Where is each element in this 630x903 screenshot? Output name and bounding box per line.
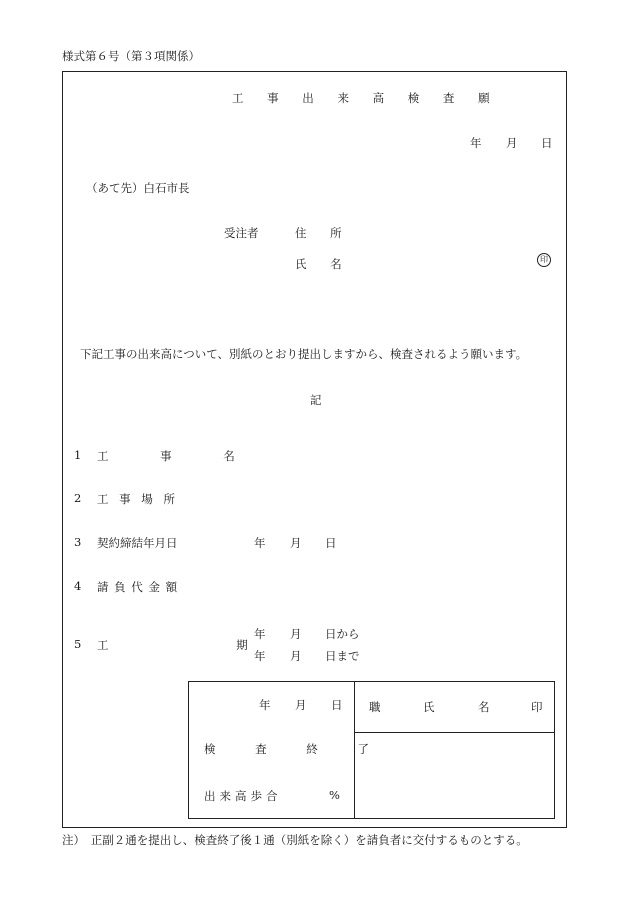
form-title: 工 事 出 来 高 検 査 願 xyxy=(232,91,500,105)
item-4-number: 4 xyxy=(74,579,82,593)
item-3-number: 3 xyxy=(74,535,82,549)
staff-header-1: 職 xyxy=(369,700,381,714)
request-body-text: 下記工事の出来高について、別紙のとおり提出しますから、検査されるよう願います。 xyxy=(80,347,528,361)
form-number-label: 様式第６号（第３項関係） xyxy=(62,49,200,63)
item-5-label: 工 期 xyxy=(97,638,310,652)
staff-header-2: 氏 xyxy=(423,700,435,714)
item-5-number: 5 xyxy=(74,637,82,651)
date-day: 日 xyxy=(541,136,553,150)
item-2-label: 工 事 場 所 xyxy=(97,492,179,506)
item-1-number: 1 xyxy=(74,448,82,462)
name-label: 氏 名 xyxy=(295,257,352,271)
progress-percent: % xyxy=(329,788,340,802)
item-3-month: 月 xyxy=(290,536,302,550)
item-5-end-day: 日まで xyxy=(325,649,360,663)
staff-header-3: 名 xyxy=(478,700,490,714)
item-3-label: 契約締結年月日 xyxy=(97,536,178,550)
progress-rate-label: 出来高歩合 xyxy=(204,789,282,803)
footnote: 注） 正副２通を提出し、検査終了後１通（別紙を除く）を請負者に交付するものとする。 xyxy=(62,833,528,847)
inspection-month: 月 xyxy=(295,698,307,712)
item-5-end-year: 年 xyxy=(254,649,266,663)
table-divider-horizontal xyxy=(354,732,555,733)
item-5-start-day: 日から xyxy=(325,627,360,641)
item-5-end-month: 月 xyxy=(290,649,302,663)
inspection-day: 日 xyxy=(331,698,343,712)
date-month: 月 xyxy=(506,136,518,150)
item-5-start-month: 月 xyxy=(290,627,302,641)
date-year: 年 xyxy=(470,136,482,150)
ki-heading: 記 xyxy=(310,393,322,407)
item-5-start-year: 年 xyxy=(254,627,266,641)
inspection-completed-label: 検 査 終 了 xyxy=(204,742,387,756)
contractor-label: 受注者 xyxy=(224,226,259,240)
addressee: （あて先）白石市長 xyxy=(86,181,190,195)
item-3-year: 年 xyxy=(254,536,266,550)
item-2-number: 2 xyxy=(74,491,82,505)
item-3-day: 日 xyxy=(325,536,337,550)
item-4-label: 請 負 代 金 額 xyxy=(97,580,179,594)
address-label: 住 所 xyxy=(295,226,352,240)
item-1-label: 工 事 名 xyxy=(97,449,259,463)
inspection-year: 年 xyxy=(259,698,271,712)
staff-header-4: 印 xyxy=(531,700,543,714)
seal-mark: 印 xyxy=(537,253,551,267)
